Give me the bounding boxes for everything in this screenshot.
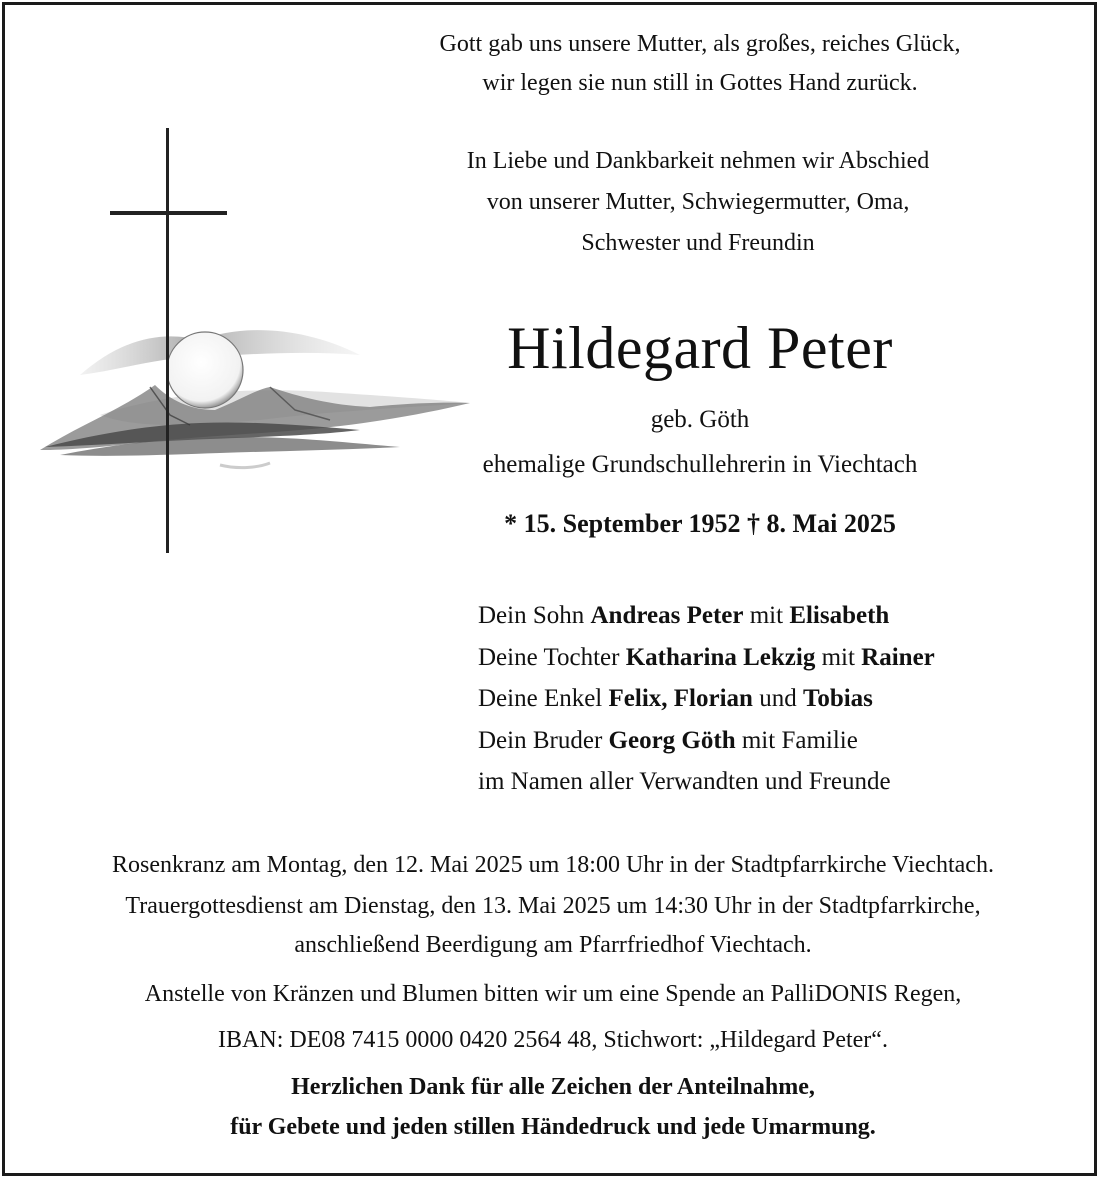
mourner-relation: Deine Enkel	[478, 685, 609, 712]
donation-line-1: Anstelle von Kränzen und Blumen bitten wir um eine Spende an PalliDONIS Regen,	[144, 981, 962, 1007]
mourner-name: Felix, Florian	[608, 685, 753, 712]
mourner-closing: im Namen aller Verwandten und Freunde	[478, 768, 891, 795]
mourner-name: Georg Göth	[608, 727, 736, 754]
verse-line-2: wir legen sie nun still in Gottes Hand zurück.	[482, 70, 918, 96]
mourner-connector: mit Familie	[735, 727, 858, 754]
service-line-1: Rosenkranz am Montag, den 12. Mai 2025 um 18:00 Uhr in der Stadtpfarrkirche Viechtach.	[112, 852, 994, 878]
mourner-line	[478, 727, 858, 755]
mourner-partner: Rainer	[861, 644, 935, 671]
life-dates: * 15. September 1952 † 8. Mai 2025	[504, 509, 896, 538]
mourner-connector: mit	[815, 644, 862, 671]
occupation: ehemalige Grundschullehrerin in Viechtach	[482, 451, 918, 478]
birth-name: geb. Göth	[650, 406, 750, 433]
mourner-connector: mit	[743, 602, 790, 629]
mourner-line	[478, 685, 873, 713]
mourner-connector: und	[752, 685, 803, 712]
intro-line-2: von unserer Mutter, Schwiegermutter, Oma,	[486, 189, 910, 215]
mourner-name: Katharina Lekzig	[625, 644, 816, 671]
mourner-line	[478, 644, 935, 672]
mourner-name: Andreas Peter	[590, 602, 744, 629]
mourner-relation: Dein Sohn	[478, 602, 591, 629]
mourner-relation: Dein Bruder	[478, 727, 609, 754]
service-line-3: anschließend Beerdigung am Pfarrfriedhof Viechtach.	[294, 932, 812, 958]
deceased-name: Hildegard Peter	[507, 315, 893, 381]
intro-line-3: Schwester und Freundin	[581, 230, 815, 256]
mourner-partner: Tobias	[802, 685, 873, 712]
thanks-line-2: für Gebete und jeden stillen Händedruck und jede Umarmung.	[230, 1114, 876, 1140]
service-line-2: Trauergottesdienst am Dienstag, den 13. Mai 2025 um 14:30 Uhr in der Stadtpfarrkirche,	[125, 893, 981, 919]
mourner-relation: Deine Tochter	[478, 644, 626, 671]
intro-line-1: In Liebe und Dankbarkeit nehmen wir Abschied	[466, 148, 930, 174]
mourner-partner: Elisabeth	[789, 602, 890, 629]
cross-and-mountain-illustration	[40, 125, 475, 560]
mourner-line	[478, 602, 889, 630]
mourner-line	[478, 768, 891, 796]
mountain-moon-illustration	[40, 330, 470, 467]
verse-line-1: Gott gab uns unsere Mutter, als großes, reiches Glück,	[439, 31, 961, 57]
thanks-line-1: Herzlichen Dank für alle Zeichen der Anteilnahme,	[291, 1074, 815, 1100]
donation-iban: IBAN: DE08 7415 0000 0420 2564 48, Stichwort: „Hildegard Peter“.	[218, 1027, 888, 1053]
